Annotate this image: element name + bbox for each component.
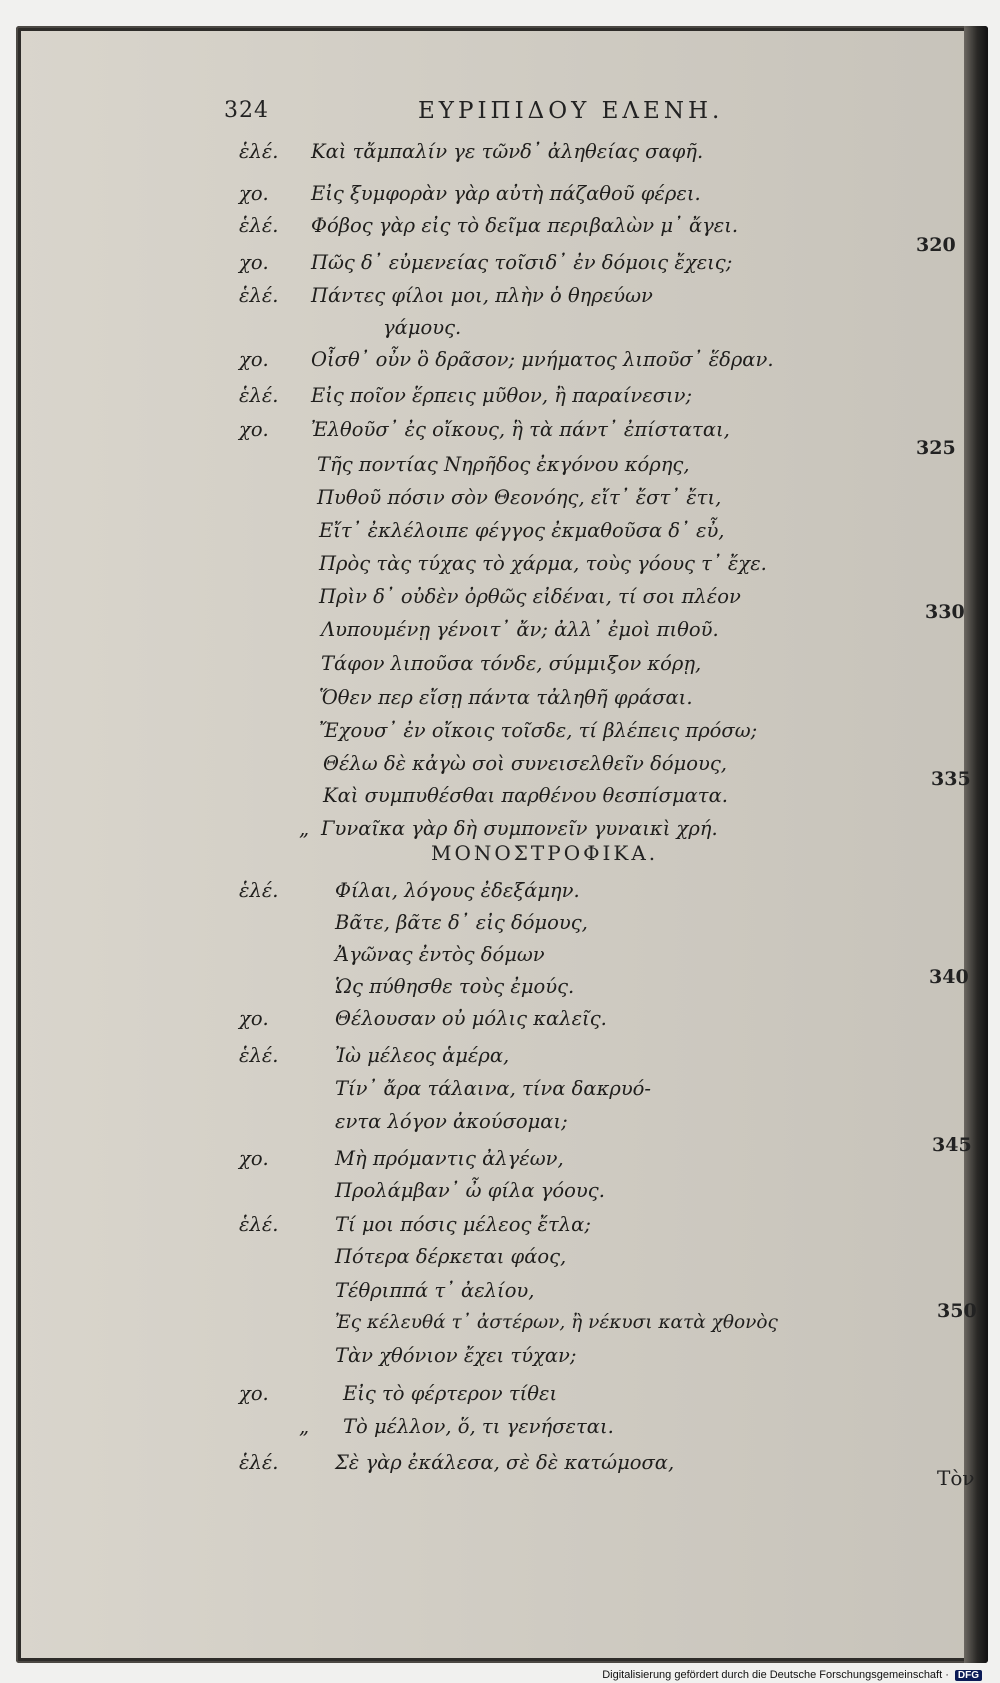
- footer-text: Digitalisierung gefördert durch die Deutsche Forschungsgemeinschaft ·: [602, 1669, 949, 1681]
- verse-text: Ὡς πύθησθε τοὺς ἐμούς.: [335, 975, 575, 998]
- dfg-logo: DFG: [955, 1670, 982, 1681]
- verse-text: Τέθριππά τ᾽ ἀελίου,: [335, 1279, 535, 1302]
- verse-text: Πρὸς τὰς τύχας τὸ χάρμα, τοὺς γόους τ᾽ ἔχε.: [319, 552, 767, 575]
- page-number: 324: [224, 98, 269, 123]
- speaker-label: χο.: [239, 348, 269, 371]
- verse-text: Καὶ τἄμπαλίν γε τῶνδ᾽ ἀληθείας σαφῆ.: [311, 140, 704, 163]
- line-number: 350: [937, 1300, 977, 1322]
- verse-text: Εἰς ξυμφορὰν γὰρ αὐτὴ πάζαθοῦ φέρει.: [311, 182, 701, 205]
- verse-text: Ἔχουσ᾽ ἐν οἴκοις τοῖσδε, τί βλέπεις πρόσω;: [319, 719, 758, 742]
- verse-text: Λυπουμένῃ γένοιτ᾽ ἄν; ἀλλ᾽ ἐμοὶ πιθοῦ.: [321, 618, 719, 641]
- speaker-label: ἑλέ.: [239, 384, 279, 407]
- speaker-label: χο.: [239, 182, 269, 205]
- line-number: 330: [925, 601, 965, 623]
- verse-text: Εἰς τὸ φέρτερον τίθει: [343, 1382, 558, 1405]
- speaker-label: ἑλέ.: [239, 284, 279, 307]
- verse-text: εντα λόγον ἀκούσομαι;: [335, 1110, 568, 1133]
- verse-text: Τὸ μέλλον, ὅ, τι γενήσεται.: [343, 1415, 614, 1438]
- speaker-label: χο.: [239, 251, 269, 274]
- verse-text: Μὴ πρόμαντις ἀλγέων,: [335, 1147, 564, 1170]
- verse-text: Βᾶτε, βᾶτε δ᾽ εἰς δόμους,: [335, 911, 588, 934]
- verse-text: Φόβος γὰρ εἰς τὸ δεῖμα περιβαλὼν μ᾽ ἄγει.: [311, 214, 739, 237]
- verse-text: Ἀγῶνας ἐντὸς δόμων: [335, 943, 545, 966]
- verse-text: Καὶ συμπυθέσθαι παρθένου θεσπίσματα.: [323, 784, 728, 807]
- section-heading: ΜΟΝΟΣΤΡΟΦΙΚΑ.: [431, 841, 659, 865]
- line-number: 345: [932, 1134, 972, 1156]
- line-number: 340: [929, 966, 969, 988]
- running-head: ΕΥΡΙΠΙΔΟΥ ΕΛΕΝΗ.: [418, 98, 724, 124]
- verse-text: Οἶσθ᾽ οὖν ὃ δρᾶσον; μνήματος λιποῦσ᾽ ἕδραν.: [311, 348, 774, 371]
- speaker-label: ἑλέ.: [239, 1451, 279, 1474]
- verse-text: Θέλω δὲ κἀγὼ σοὶ συνεισελθεῖν δόμους,: [323, 752, 727, 775]
- verse-text: Τὰν χθόνιον ἔχει τύχαν;: [335, 1344, 577, 1367]
- book-binding-edge: [964, 26, 988, 1663]
- speaker-label: χο.: [239, 1007, 269, 1030]
- speaker-label: ἑλέ.: [239, 1044, 279, 1067]
- speaker-label: „: [299, 817, 310, 840]
- verse-text: Φίλαι, λόγους ἐδεξάμην.: [335, 879, 580, 902]
- line-number: 320: [916, 234, 956, 256]
- digitization-footer: [602, 1669, 982, 1681]
- speaker-label: ἑλέ.: [239, 140, 279, 163]
- verse-text: Τίν᾽ ἄρα τάλαινα, τίνα δακρυό-: [335, 1077, 651, 1100]
- speaker-label: χο.: [239, 1147, 269, 1170]
- speaker-label: „: [299, 1415, 310, 1438]
- verse-text: Πυθοῦ πόσιν σὸν Θεονόης, εἴτ᾽ ἔστ᾽ ἔτι,: [317, 486, 722, 509]
- verse-text: Ὅθεν περ εἴσῃ πάντα τἀληθῆ φράσαι.: [319, 686, 693, 709]
- line-number: 325: [916, 437, 956, 459]
- speaker-label: ἑλέ.: [239, 1213, 279, 1236]
- verse-text: Πρὶν δ᾽ οὐδὲν ὀρθῶς εἰδέναι, τί σοι πλέον: [319, 585, 741, 608]
- speaker-label: ἑλέ.: [239, 879, 279, 902]
- line-number: 335: [931, 768, 971, 790]
- speaker-label: ἑλέ.: [239, 214, 279, 237]
- verse-text: Ἐς κέλευθά τ᾽ ἀστέρων, ἢ νέκυσι κατὰ χθονὸς: [335, 1312, 778, 1333]
- verse-text: γάμους.: [383, 316, 462, 339]
- verse-text: Ἐλθοῦσ᾽ ἐς οἴκους, ἣ τὰ πάντ᾽ ἐπίσταται,: [311, 418, 730, 441]
- verse-text: Γυναῖκα γὰρ δὴ συμπονεῖν γυναικὶ χρή.: [321, 817, 718, 840]
- verse-text: Πότερα δέρκεται φάος,: [335, 1245, 567, 1268]
- verse-text: Πῶς δ᾽ εὐμενείας τοῖσιδ᾽ ἐν δόμοις ἔχεις;: [311, 251, 733, 274]
- verse-text: Προλάμβαν᾽ ὦ φίλα γόους.: [335, 1179, 605, 1202]
- verse-text: Σὲ γὰρ ἐκάλεσα, σὲ δὲ κατώμοσα,: [335, 1451, 675, 1474]
- speaker-label: χο.: [239, 1382, 269, 1405]
- verse-text: Εἰς ποῖον ἕρπεις μῦθον, ἢ παραίνεσιν;: [311, 384, 693, 407]
- verse-text: Πάντες φίλοι μοι, πλὴν ὁ θηρεύων: [311, 284, 653, 307]
- catchword: Τὸν: [937, 1466, 975, 1490]
- verse-text: Θέλουσαν οὐ μόλις καλεῖς.: [335, 1007, 607, 1030]
- verse-text: Τί μοι πόσις μέλεος ἔτλα;: [335, 1213, 591, 1236]
- speaker-label: χο.: [239, 418, 269, 441]
- verse-text: Τάφον λιποῦσα τόνδε, σύμμιξον κόρῃ,: [321, 652, 702, 675]
- verse-text: Τῆς ποντίας Νηρῆδος ἐκγόνου κόρης,: [317, 453, 690, 476]
- verse-text: Ἰὼ μέλεος ἁμέρα,: [335, 1044, 510, 1067]
- verse-text: Εἴτ᾽ ἐκλέλοιπε φέγγος ἐκμαθοῦσα δ᾽ εὖ,: [319, 519, 725, 542]
